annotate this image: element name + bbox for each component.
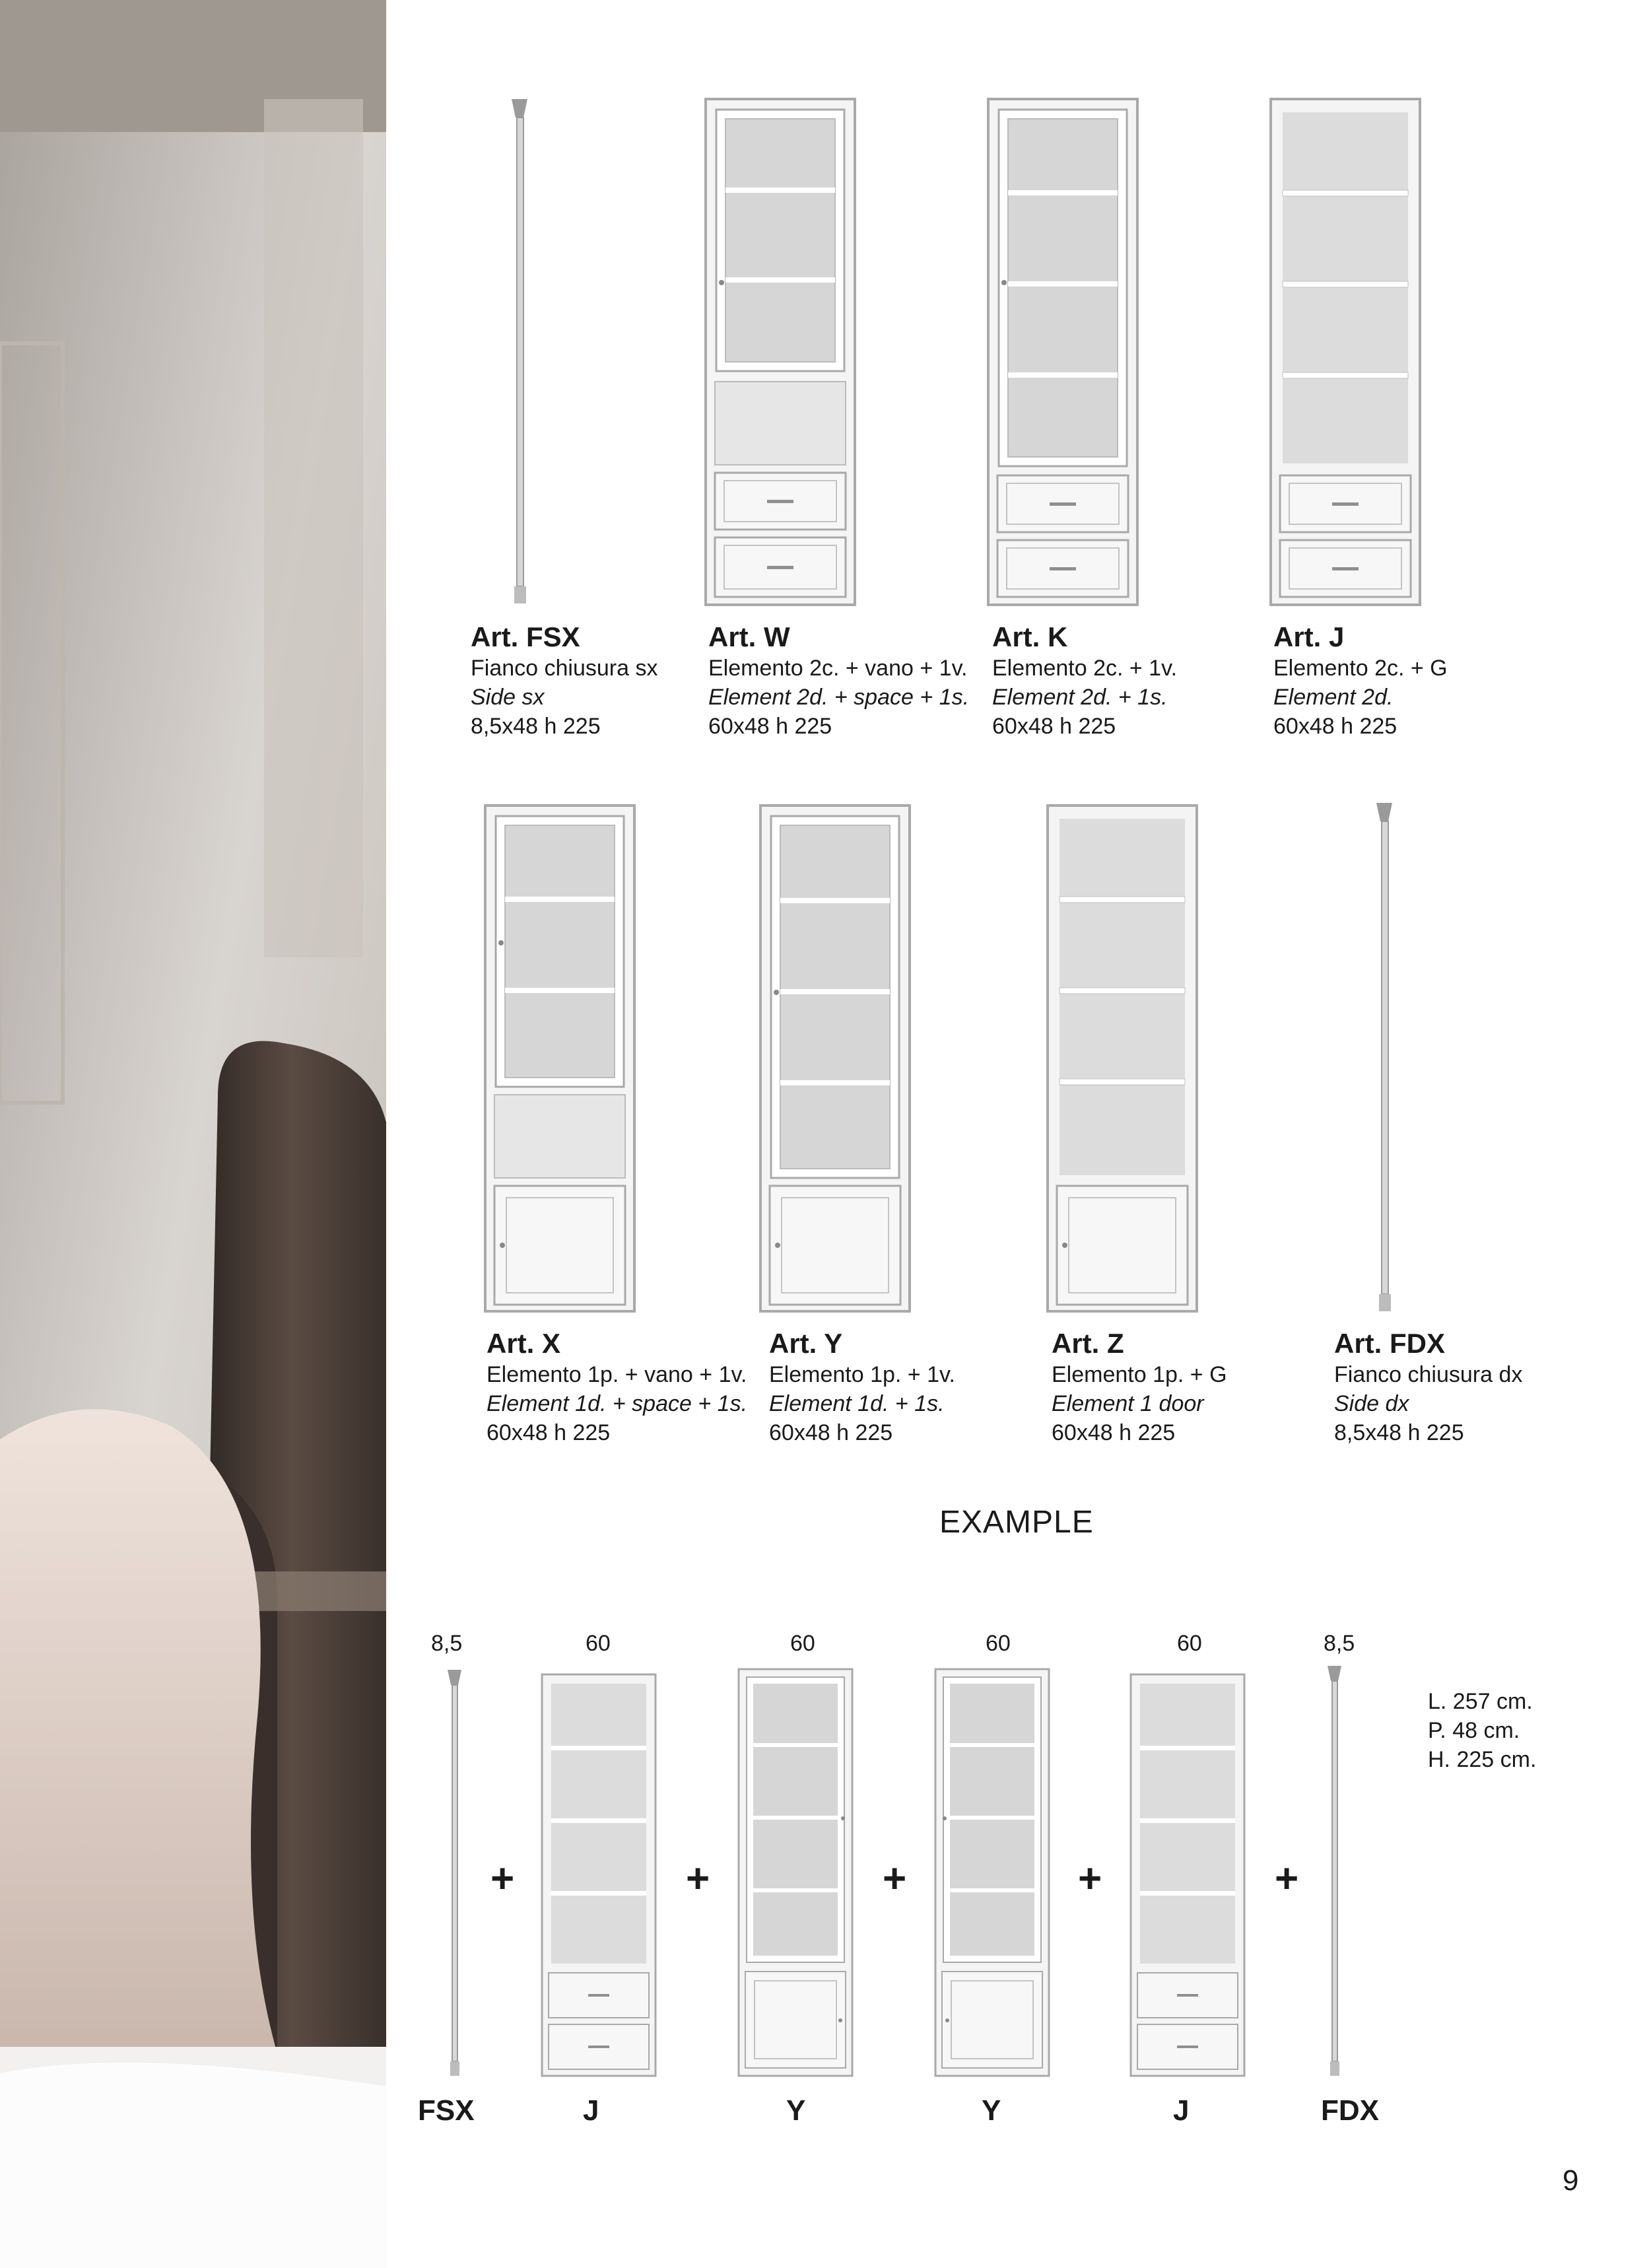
z-cabinet-image	[1046, 804, 1198, 1313]
italian-description: Elemento 2c. + G	[1273, 656, 1448, 681]
dimensions: 8,5x48 h 225	[1334, 1420, 1464, 1445]
total-dimensions	[1428, 1687, 1536, 1774]
english-description: Side sx	[471, 685, 545, 710]
english-description: Element 2d. + 1s.	[992, 685, 1168, 710]
italian-description: Elemento 1p. + 1v.	[769, 1362, 955, 1387]
english-description: Element 2d. + space + 1s.	[708, 685, 970, 710]
code-label-j1: J	[583, 2094, 599, 2127]
catalog-sheet	[386, 0, 1649, 2268]
dimensions: 60x48 h 225	[1273, 714, 1397, 739]
total-depth: P. 48 cm.	[1428, 1718, 1520, 1743]
italian-description: Elemento 1p. + G	[1052, 1362, 1227, 1387]
english-description: Element 1 door	[1052, 1391, 1204, 1416]
italian-description: Fianco chiusura sx	[471, 656, 658, 681]
caption-z	[1052, 1327, 1342, 1447]
code-label-fdx: FDX	[1321, 2094, 1379, 2127]
total-height: H. 225 cm.	[1428, 1747, 1537, 1772]
article-code: Art. J	[1273, 621, 1345, 652]
x-cabinet-image	[484, 804, 636, 1313]
english-description: Element 1d. + space + 1s.	[487, 1391, 748, 1416]
code-label-y2: Y	[982, 2094, 1001, 2127]
article-code: Art. W	[708, 621, 790, 652]
example-fsx-panel-image	[447, 1669, 463, 2079]
w-cabinet-image	[704, 98, 856, 606]
fdx-side-panel-image	[1375, 802, 1395, 1314]
caption-j	[1273, 621, 1564, 741]
plus-sign-1: +	[490, 1856, 515, 1902]
total-length: L. 257 cm.	[1428, 1689, 1533, 1714]
italian-description: Elemento 2c. + vano + 1v.	[708, 656, 968, 681]
caption-k	[992, 621, 1283, 741]
caption-fdx	[1334, 1327, 1625, 1447]
plus-sign-3: +	[883, 1856, 907, 1902]
dimensions: 60x48 h 225	[1052, 1420, 1176, 1445]
italian-description: Elemento 1p. + vano + 1v.	[487, 1362, 747, 1387]
example-y-cabinet-image-1	[737, 1668, 854, 2077]
width-label-y1: 60	[790, 1631, 815, 1656]
example-y-cabinet-image-2	[934, 1668, 1050, 2077]
armchair-scene-illustration	[0, 0, 386, 2268]
english-description: Element 2d.	[1273, 685, 1394, 710]
caption-w	[708, 621, 999, 741]
page-number: 9	[1563, 2164, 1579, 2197]
k-cabinet-image	[987, 98, 1139, 606]
english-description: Element 1d. + 1s.	[769, 1391, 945, 1416]
article-code: Art. FSX	[471, 621, 580, 652]
caption-x	[487, 1327, 777, 1447]
dimensions: 60x48 h 225	[769, 1420, 893, 1445]
dimensions: 60x48 h 225	[992, 714, 1116, 739]
italian-description: Fianco chiusura dx	[1334, 1362, 1523, 1387]
y-cabinet-image	[759, 804, 911, 1313]
article-code: Art. Y	[769, 1328, 843, 1359]
width-label-fsx: 8,5	[431, 1631, 463, 1656]
dimensions: 60x48 h 225	[487, 1420, 611, 1445]
article-code: Art. K	[992, 621, 1068, 652]
fsx-side-panel-image	[510, 98, 530, 606]
article-code: Art. Z	[1052, 1328, 1124, 1359]
interior-photo	[0, 0, 386, 2268]
plus-sign-4: +	[1078, 1856, 1102, 1902]
width-label-fdx: 8,5	[1324, 1631, 1355, 1656]
example-heading: EXAMPLE	[939, 1505, 1094, 1540]
example-j-cabinet-image-2	[1129, 1673, 1246, 2077]
dimensions: 60x48 h 225	[708, 714, 832, 739]
dimensions: 8,5x48 h 225	[471, 714, 601, 739]
plus-sign-5: +	[1275, 1856, 1299, 1902]
plus-sign-2: +	[686, 1856, 710, 1902]
example-j-cabinet-image	[541, 1673, 657, 2077]
code-label-j2: J	[1173, 2094, 1190, 2127]
width-label-y2: 60	[986, 1631, 1011, 1656]
width-label-j2: 60	[1177, 1631, 1202, 1656]
width-label-j1: 60	[586, 1631, 611, 1656]
english-description: Side dx	[1334, 1391, 1409, 1416]
italian-description: Elemento 2c. + 1v.	[992, 656, 1178, 681]
code-label-fsx: FSX	[418, 2094, 475, 2127]
article-code: Art. X	[487, 1328, 561, 1359]
example-fdx-panel-image	[1327, 1665, 1343, 2079]
caption-y	[769, 1327, 1060, 1447]
code-label-y1: Y	[786, 2094, 806, 2127]
article-code: Art. FDX	[1334, 1328, 1445, 1359]
j-cabinet-image	[1269, 98, 1421, 606]
